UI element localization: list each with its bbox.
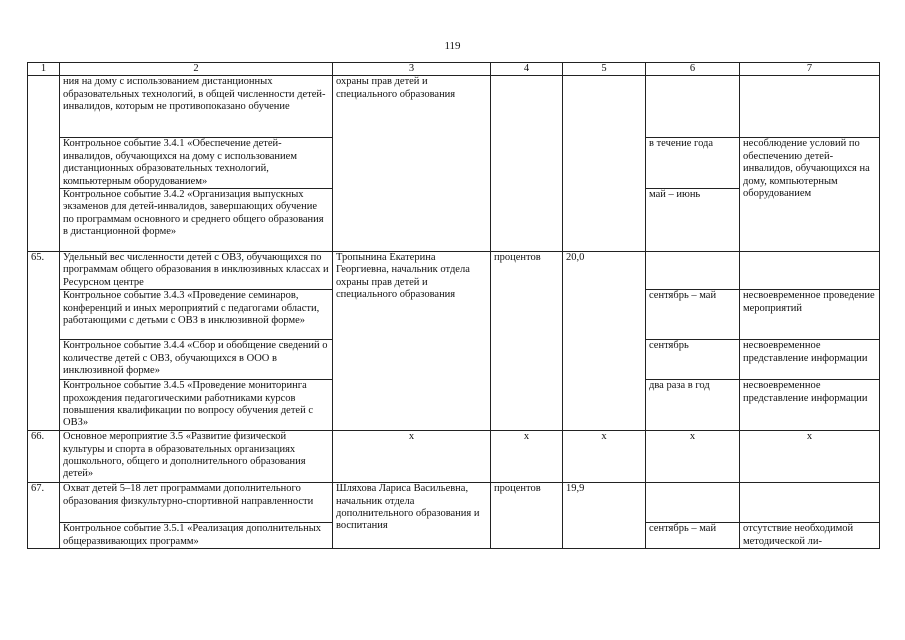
unit-cell: процентов [491, 483, 563, 549]
description-cell: Контрольное событие 3.4.2 «Организация выпускных экзаменов для детей-инвалидов, завершающих обучение по программам основного и среднего общего образования в дистанционной форме» [60, 189, 333, 252]
column-header: 4 [491, 63, 563, 76]
row-number-cell: 66. [28, 431, 60, 483]
plan-table [27, 62, 880, 549]
deadline-cell: х [646, 431, 740, 483]
value-cell: 19,9 [563, 483, 646, 549]
column-header: 5 [563, 63, 646, 76]
risk-cell: х [740, 431, 880, 483]
risk-cell [740, 252, 880, 290]
column-header: 1 [28, 63, 60, 76]
unit-cell: процентов [491, 252, 563, 431]
table-row [28, 252, 880, 290]
description-cell: Основное мероприятие 3.5 «Развитие физической культуры и спорта в образовательных организациях дошкольного, общего и дополнительного образования детей» [60, 431, 333, 483]
description-cell: Контрольное событие 3.4.1 «Обеспечение детей-инвалидов, обучающихся на дому с использованием дистанционных образовательных технологий, компьютерным оборудованием» [60, 138, 333, 189]
unit-cell [491, 76, 563, 252]
table-row [28, 431, 880, 483]
description-cell: ния на дому с использованием дистанционных образовательных технологий, в общей численности детей-инвалидов, которым не противопоказано обучение [60, 76, 333, 138]
table-row [28, 76, 880, 138]
responsible-cell: Шляхова Лариса Васильевна, начальник отдела дополнительного образования и воспитания [333, 483, 491, 549]
row-number-cell: 67. [28, 483, 60, 549]
description-cell: Контрольное событие 3.4.4 «Сбор и обобщение сведений о количестве детей с ОВЗ, обучающихся в ООО в инклюзивной форме» [60, 340, 333, 380]
risk-cell: несвоевременное представление информации [740, 340, 880, 380]
table-header-row [28, 63, 880, 76]
deadline-cell: сентябрь [646, 340, 740, 380]
column-header: 3 [333, 63, 491, 76]
deadline-cell: два раза в год [646, 380, 740, 431]
value-cell: 20,0 [563, 252, 646, 431]
deadline-cell [646, 483, 740, 523]
description-cell: Охват детей 5–18 лет программами дополнительного образования физкультурно-спортивной направленности [60, 483, 333, 523]
responsible-cell: охраны прав детей и специального образования [333, 76, 491, 252]
table-row [28, 483, 880, 523]
description-cell: Удельный вес численности детей с ОВЗ, обучающихся по программам общего образования в инклюзивных классах и Ресурсном центре [60, 252, 333, 290]
value-cell: х [563, 431, 646, 483]
deadline-cell: в течение года [646, 138, 740, 189]
deadline-cell: сентябрь – май [646, 523, 740, 549]
risk-cell [740, 483, 880, 523]
column-header: 2 [60, 63, 333, 76]
description-cell: Контрольное событие 3.4.3 «Проведение семинаров, конференций и иных мероприятий с педагогами области, работающими с детьми с ОВЗ в инклюзивной форме» [60, 290, 333, 340]
description-cell: Контрольное событие 3.4.5 «Проведение мониторинга прохождения педагогическими работниками курсов повышения квалификации по вопросу обучения детей с ОВЗ» [60, 380, 333, 431]
risk-cell: несвоевременное проведение мероприятий [740, 290, 880, 340]
risk-cell: несоблюдение условий по обеспечению детей-инвалидов, обучающихся на дому, компьютерным оборудованием [740, 138, 880, 252]
row-number-cell: 65. [28, 252, 60, 431]
column-header: 7 [740, 63, 880, 76]
column-header: 6 [646, 63, 740, 76]
deadline-cell: май – июнь [646, 189, 740, 252]
row-number-cell [28, 76, 60, 252]
deadline-cell: сентябрь – май [646, 290, 740, 340]
deadline-cell [646, 252, 740, 290]
deadline-cell [646, 76, 740, 138]
description-cell: Контрольное событие 3.5.1 «Реализация дополнительных общеразвивающих программ» [60, 523, 333, 549]
page-number: 119 [444, 40, 461, 52]
responsible-cell: Тропынина Екатерина Георгиевна, начальник отдела охраны прав детей и специального образования [333, 252, 491, 431]
risk-cell: отсутствие необходимой методической ли- [740, 523, 880, 549]
value-cell [563, 76, 646, 252]
risk-cell: несвоевременное представление информации [740, 380, 880, 431]
risk-cell [740, 76, 880, 138]
unit-cell: х [491, 431, 563, 483]
responsible-cell: х [333, 431, 491, 483]
